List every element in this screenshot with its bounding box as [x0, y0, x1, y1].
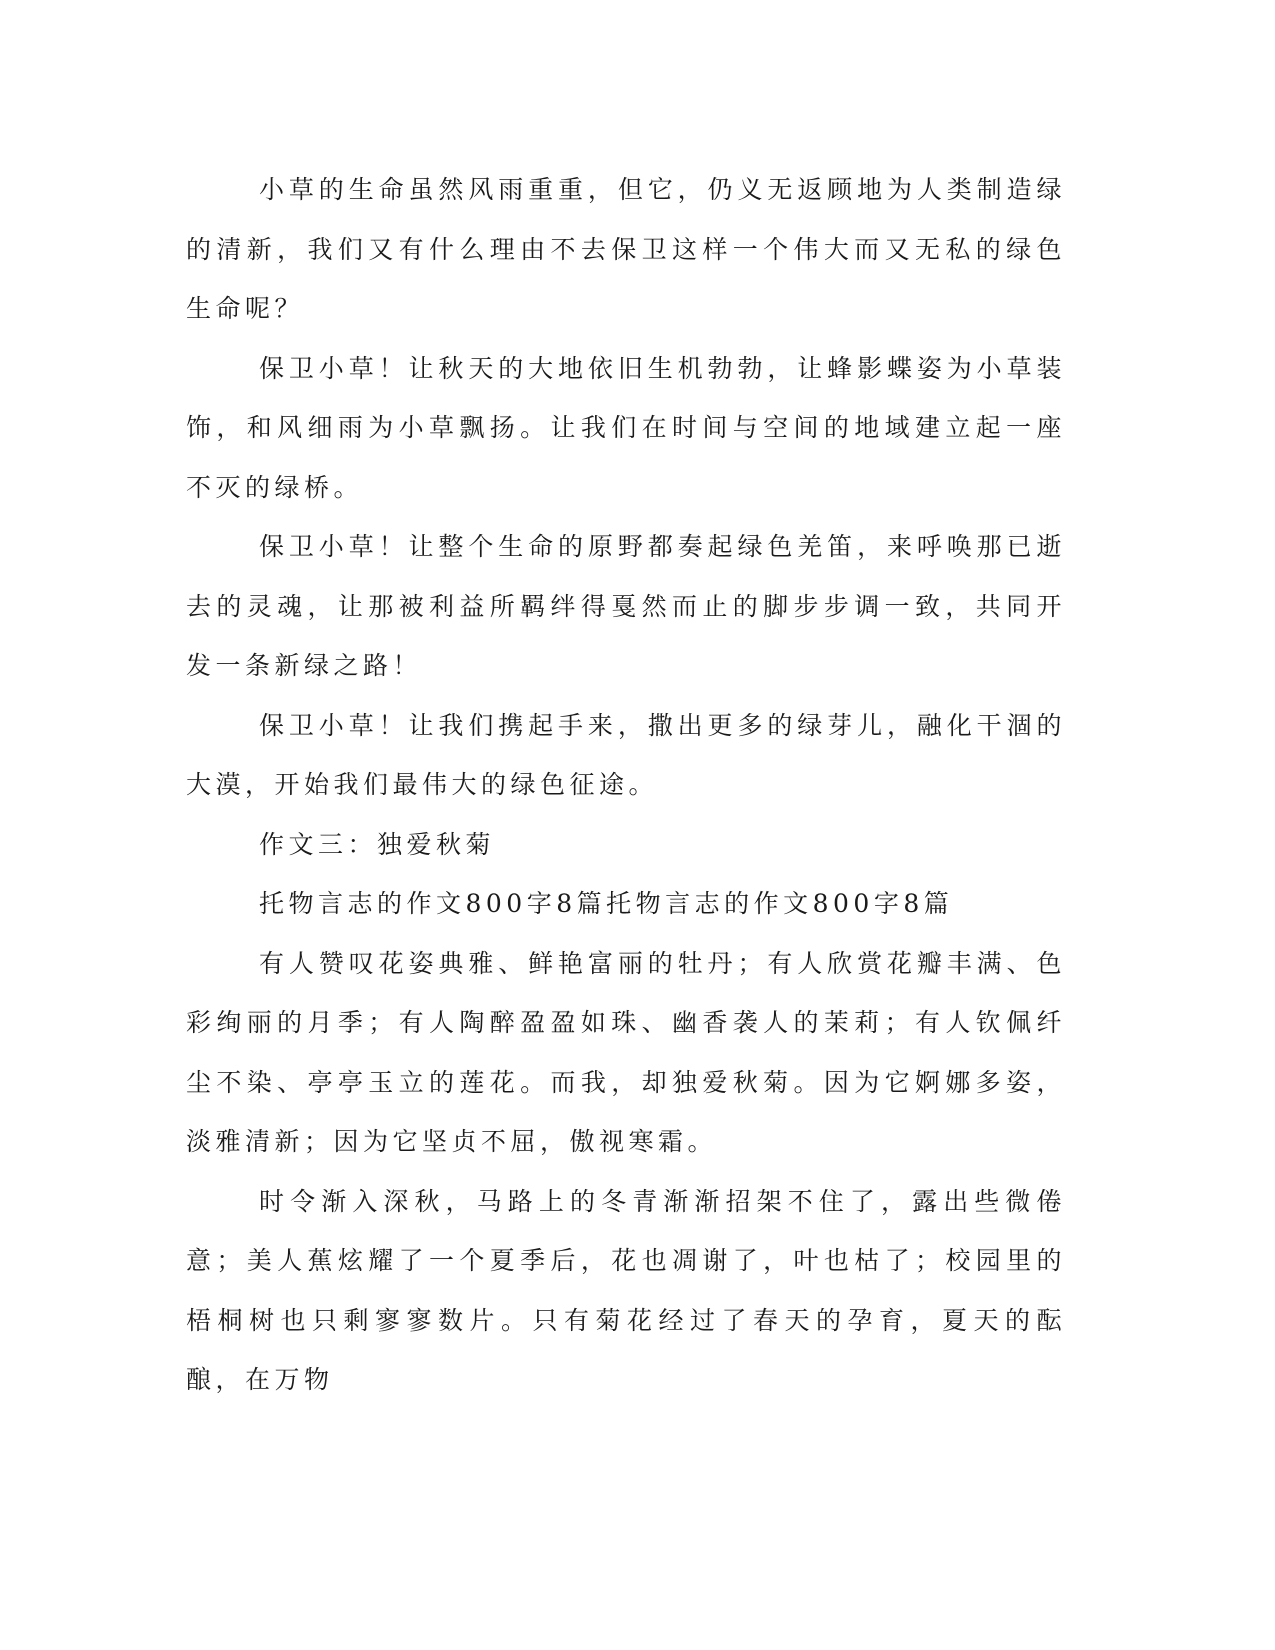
- paragraph-1: 小草的生命虽然风雨重重，但它，仍义无返顾地为人类制造绿的清新，我们又有什么理由不去保卫这样一个伟大而又无私的绿色生命呢？: [186, 175, 1066, 323]
- paragraph-6: 时令渐入深秋，马路上的冬青渐渐招架不住了，露出些微倦意；美人蕉炫耀了一个夏季后，花也凋谢了，叶也枯了；校园里的梧桐树也只剩寥寥数片。只有菊花经过了春天的孕育，夏天的酝酿，在万物: [186, 1186, 1066, 1394]
- paragraph-2: 保卫小草！让秋天的大地依旧生机勃勃，让蜂影蝶姿为小草装饰，和风细雨为小草飘扬。让我们在时间与空间的地域建立起一座不灭的绿桥。: [186, 353, 1066, 502]
- paragraph-3: 保卫小草！让整个生命的原野都奏起绿色羌笛，来呼唤那已逝去的灵魂，让那被利益所羁绊得戛然而止的脚步步调一致，共同开发一条新绿之路！: [186, 532, 1066, 680]
- paragraph-5: 有人赞叹花姿典雅、鲜艳富丽的牡丹；有人欣赏花瓣丰满、色彩绚丽的月季；有人陶醉盈盈如珠、幽香袭人的茉莉；有人钦佩纤尘不染、亭亭玉立的莲花。而我，却独爱秋菊。因为它婀娜多姿，淡雅清新；因为它坚贞不屈，傲视寒霜。: [186, 948, 1066, 1156]
- document-body: [186, 160, 1066, 1410]
- paragraph-4: 保卫小草！让我们携起手来，撒出更多的绿芽儿，融化干涸的大漠，开始我们最伟大的绿色征途。: [186, 710, 1066, 799]
- section-subtitle: 托物言志的作文800字8篇托物言志的作文800字8篇: [259, 889, 954, 918]
- section-heading: 作文三：独爱秋菊: [259, 829, 496, 859]
